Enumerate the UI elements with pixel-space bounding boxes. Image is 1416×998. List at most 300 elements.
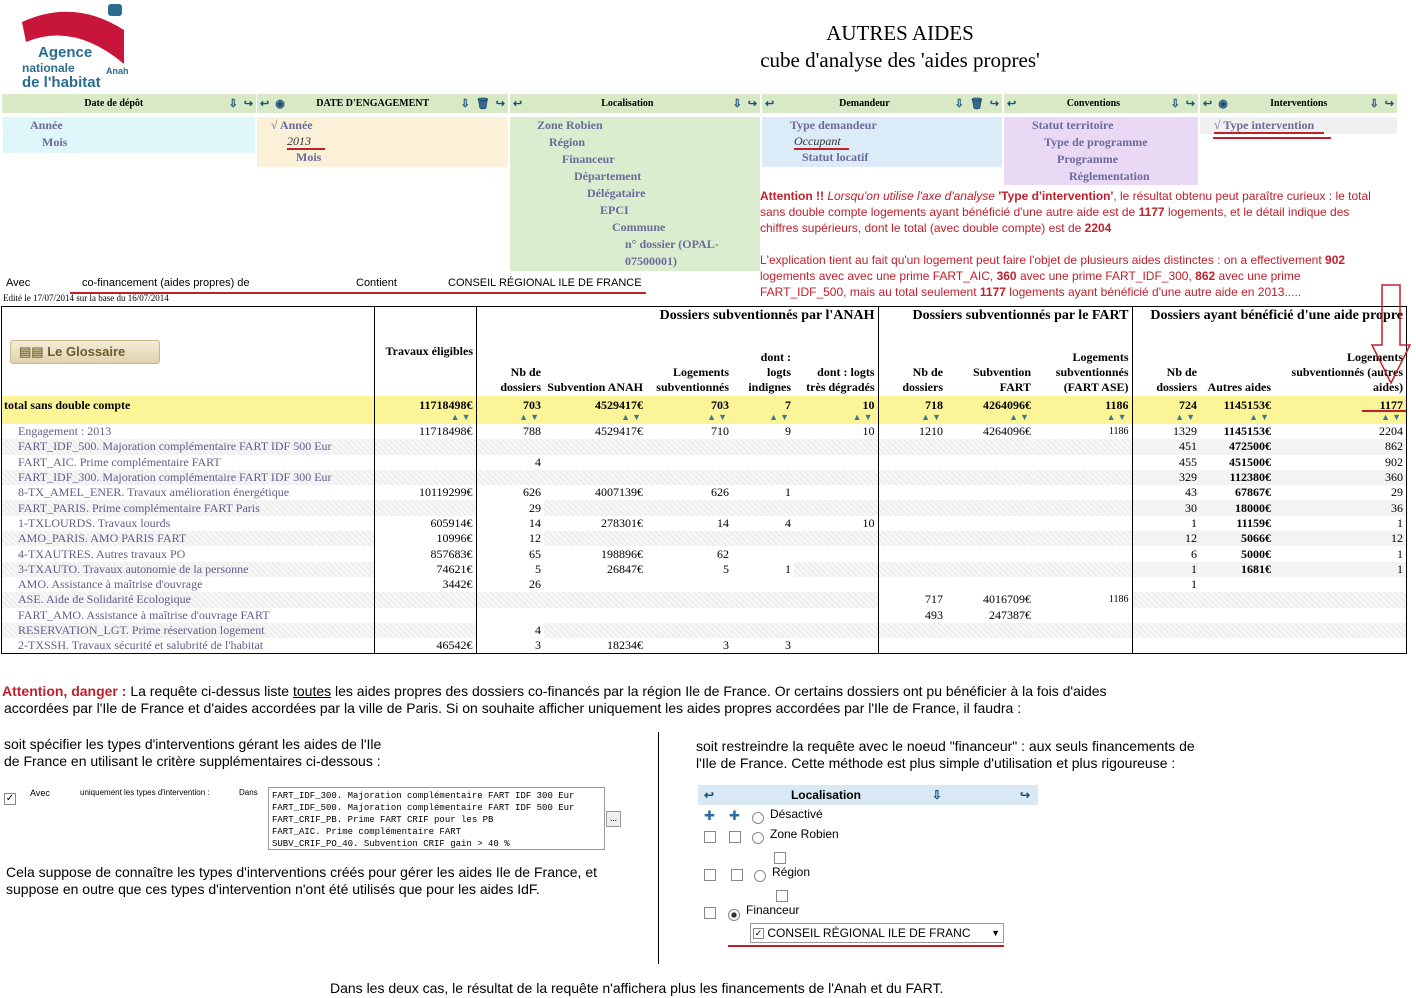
col-anah-nb[interactable]: Nb de dossiers xyxy=(476,324,544,396)
sort-arrows-icon[interactable]: ▲▼ xyxy=(519,412,541,422)
cell xyxy=(476,470,544,485)
attention-n2: 2204 xyxy=(1084,221,1112,235)
level-mois[interactable]: Mois xyxy=(42,135,68,149)
explain-t3: avec une prime FART_IDF_300, xyxy=(1019,269,1192,283)
cell xyxy=(476,516,544,531)
cell xyxy=(374,592,476,607)
cell xyxy=(544,516,646,531)
sort-arrows-icon[interactable]: ▲▼ xyxy=(852,412,875,422)
table-row xyxy=(2,470,1406,485)
level-mois[interactable]: Mois xyxy=(296,150,322,164)
checkbox-region-a[interactable] xyxy=(704,869,716,881)
anah-logo xyxy=(14,2,139,92)
cell xyxy=(1034,485,1132,500)
axis-label-conventions: Conventions xyxy=(1066,98,1121,109)
level-region[interactable]: Région xyxy=(549,135,585,149)
level-statut-territoire[interactable]: Statut territoire xyxy=(1032,118,1114,132)
trash-icon[interactable]: 🗑 xyxy=(969,98,984,110)
cell-value: 18000€ xyxy=(1235,500,1271,515)
group-anah: Dossiers subventionnés par l'ANAH xyxy=(476,307,878,324)
checkbox-zone-child[interactable] xyxy=(774,852,786,864)
criterion-label: uniquement les types d'intervention : xyxy=(80,788,210,797)
eye-icon[interactable]: ◉ xyxy=(275,98,285,110)
danger-toutes: toutes xyxy=(292,683,332,699)
cell xyxy=(878,562,946,577)
panel-conventions xyxy=(1004,117,1198,185)
cell xyxy=(946,577,1034,592)
col-anah-sub[interactable]: Subvention ANAH xyxy=(547,380,643,394)
danger-line2: accordées par l'Ile de France et d'aides accordées par la ville de Paris. Si on souhaite afficher uniquement les aides propres accordées par l'Ile de France, il faudra : xyxy=(4,700,1022,716)
cell-value: 67867€ xyxy=(1235,485,1271,500)
cell-value: 1681€ xyxy=(1241,561,1271,576)
cell xyxy=(646,455,732,470)
financeur-select[interactable] xyxy=(750,923,1004,943)
row-label[interactable]: 1-TXLOURDS. Travaux lourds xyxy=(18,515,171,530)
cell xyxy=(544,455,646,470)
sort-down-icon[interactable]: ⇩ xyxy=(460,98,470,110)
cell xyxy=(374,396,476,424)
cell xyxy=(878,531,946,546)
cell-value: 2204 xyxy=(1379,424,1403,439)
attention-italic: Lorsqu'on utilise l'axe d'analyse xyxy=(827,189,995,203)
sort-arrows-icon[interactable]: ▲▼ xyxy=(1175,412,1197,422)
cell-value: 1 xyxy=(1191,515,1197,530)
row-label[interactable]: 8-TX_AMEL_ENER. Travaux amélioration énergétique xyxy=(18,485,290,500)
axis-label-date-engagement: DATE D'ENGAGEMENT xyxy=(316,98,430,109)
logo-line1: Agence xyxy=(38,44,93,61)
col-autre-nb[interactable]: Nb de dossiers xyxy=(1132,324,1200,396)
cell-value: 1186 xyxy=(1108,426,1129,437)
cell-value: 29 xyxy=(529,500,541,515)
cell xyxy=(1034,516,1132,531)
left-note xyxy=(6,864,646,898)
cell xyxy=(878,439,946,454)
cell xyxy=(1200,592,1274,607)
level-annee[interactable]: Année xyxy=(30,118,63,132)
check-icon: ✓ xyxy=(5,793,15,805)
move-right-icon[interactable]: ↪ xyxy=(1185,98,1195,110)
cell xyxy=(946,546,1034,561)
table-row xyxy=(2,608,1406,623)
label-zone-robien: Zone Robien xyxy=(770,827,839,841)
level-type-demandeur[interactable]: Type demandeur xyxy=(790,118,877,132)
localisation-header[interactable] xyxy=(698,785,1038,805)
col-fart-logts[interactable]: Logements subventionnés (FART ASE) xyxy=(1055,350,1129,394)
table-row xyxy=(2,455,1406,470)
total-row xyxy=(2,396,1406,424)
cell xyxy=(1200,608,1274,623)
list-item[interactable]: FART_IDF_500. Majoration complémentaire FART IDF 500 Eur xyxy=(272,803,575,813)
left-l2: de France en utilisant le critère supplémentaires ci-dessous : xyxy=(4,753,381,769)
cell xyxy=(1274,592,1406,607)
checkbox-zone-b[interactable] xyxy=(729,831,741,843)
filter-value[interactable]: CONSEIL RÉGIONAL ILE DE FRANCE xyxy=(448,277,642,289)
cell-value: 360 xyxy=(1385,470,1403,485)
explain-n4: 1177 xyxy=(979,285,1006,299)
cell-value: 26 xyxy=(529,577,541,592)
level-financeur[interactable]: Financeur xyxy=(562,152,615,166)
cell xyxy=(794,455,878,470)
cell-value: 1 xyxy=(785,485,791,500)
row-label[interactable]: 2-TXSSH. Travaux sécurité et salubrité de l'habitat xyxy=(18,638,264,653)
radio-desactive[interactable] xyxy=(752,812,764,824)
selected-year[interactable]: 2013 xyxy=(287,134,325,150)
cell xyxy=(646,623,732,638)
cell xyxy=(1274,531,1406,546)
row-label[interactable]: FART_IDF_500. Majoration complémentaire FART IDF 500 Eur xyxy=(2,439,374,454)
cell-value: 451500€ xyxy=(1229,454,1271,469)
right-l1: soit restreindre la requête avec le noeud "financeur" : aux seuls financements de xyxy=(696,738,1195,754)
sort-down-icon[interactable]: ⇩ xyxy=(228,98,238,110)
cell-value: 329 xyxy=(1179,470,1197,485)
cell-value: 5 xyxy=(723,561,729,576)
level-statut-locatif[interactable]: Statut locatif xyxy=(802,150,869,164)
cell-value: 3 xyxy=(723,638,729,653)
cell xyxy=(374,516,476,531)
intervention-listbox[interactable] xyxy=(268,787,605,850)
level-dossier[interactable]: n° dossier (OPAL- xyxy=(625,237,719,251)
row-label[interactable]: FART_PARIS. Prime complémentaire FART Paris xyxy=(2,500,374,515)
localisation-tree xyxy=(698,805,1038,945)
cell xyxy=(878,396,946,424)
cell-value: 12 xyxy=(1185,531,1197,546)
page-title xyxy=(700,20,1100,74)
cell xyxy=(646,592,732,607)
cell xyxy=(732,592,794,607)
axis-date-engagement[interactable] xyxy=(257,94,508,113)
cell-value: 5066€ xyxy=(1241,531,1271,546)
cell-value: 198896€ xyxy=(601,546,643,561)
cell xyxy=(794,592,878,607)
level-reglementation[interactable]: Réglementation xyxy=(1069,169,1150,183)
table-row xyxy=(2,439,1406,454)
cell xyxy=(476,608,544,623)
cell-value: 4529417€ xyxy=(595,398,643,412)
cell-value: 1 xyxy=(1397,561,1403,576)
cell xyxy=(1132,470,1200,485)
cell xyxy=(476,562,544,577)
financeur-select-value: CONSEIL RÉGIONAL ILE DE FRANC xyxy=(767,926,971,940)
selected-occupant[interactable]: Occupant xyxy=(794,134,849,150)
sort-arrows-icon[interactable]: ▲▼ xyxy=(450,412,473,422)
row-label[interactable]: AMO_PARIS. AMO PARIS FART xyxy=(2,531,374,546)
danger-t1: La requête ci-dessus liste xyxy=(130,683,290,699)
move-left-icon[interactable]: ↩ xyxy=(1203,98,1213,110)
cell xyxy=(476,546,544,561)
cell xyxy=(476,623,544,638)
total-label[interactable]: total sans double compte xyxy=(2,396,374,424)
row-label[interactable]: 3-TXAUTO. Travaux autonomie de la personne xyxy=(2,562,374,577)
table-row xyxy=(2,623,1406,638)
sort-down-icon[interactable]: ⇩ xyxy=(1369,98,1379,110)
sort-arrows-icon[interactable]: ▲▼ xyxy=(769,412,791,422)
cell xyxy=(1274,424,1406,439)
sort-arrows-icon[interactable]: ▲▼ xyxy=(921,412,943,422)
cell-value: 4 xyxy=(535,454,541,469)
checkbox-financeur[interactable] xyxy=(704,907,716,919)
cell xyxy=(476,638,544,653)
pin-icon[interactable]: ✚ xyxy=(729,808,740,823)
row-label[interactable]: FART_AIC. Prime complémentaire FART xyxy=(18,454,221,469)
sort-down-icon[interactable]: ⇩ xyxy=(1170,98,1180,110)
cell xyxy=(374,500,476,515)
cell xyxy=(544,623,646,638)
title-main: AUTRES AIDES xyxy=(826,21,974,45)
cell xyxy=(1034,638,1132,653)
cell xyxy=(476,500,544,515)
cell-value: 4 xyxy=(535,623,541,637)
col-autre-logts[interactable]: Logements subventionnés (autres aides) xyxy=(1291,350,1403,394)
level-programme[interactable]: Programme xyxy=(1057,152,1119,166)
eye-icon[interactable]: ◉ xyxy=(1218,98,1228,110)
sort-down-icon[interactable]: ⇩ xyxy=(954,98,964,110)
cell-value: 6 xyxy=(1191,546,1197,561)
ellipsis-button[interactable]: ... xyxy=(606,811,621,827)
option-left-text xyxy=(4,736,644,770)
underline-decor xyxy=(1213,137,1331,139)
cell xyxy=(544,608,646,623)
cell xyxy=(1132,439,1200,454)
col-travaux[interactable]: Travaux éligibles xyxy=(385,344,473,358)
cell-value: 717 xyxy=(925,592,943,607)
cell-value: 7 xyxy=(785,398,791,412)
checkbox-zone-a[interactable] xyxy=(704,831,716,843)
attention-n1: 1177 xyxy=(1138,205,1165,219)
option-right-text xyxy=(696,738,1396,772)
cell-value: 14 xyxy=(529,515,541,530)
list-item[interactable]: SUBV_CRIF_PO_40. Subvention CRIF gain > 40 % xyxy=(272,839,510,849)
cell xyxy=(646,608,732,623)
move-left-icon[interactable]: ↩ xyxy=(704,788,715,802)
row-label[interactable]: FART_AMO. Assistance à maîtrise d'ouvrage FART xyxy=(18,607,270,622)
cell xyxy=(1274,455,1406,470)
glossaire-label: Le Glossaire xyxy=(47,343,126,359)
axis-label-date-depot: Date de dépôt xyxy=(84,98,144,109)
cell-value: 11718498€ xyxy=(418,424,473,439)
cell xyxy=(1034,531,1132,546)
cell xyxy=(1034,623,1132,638)
cell xyxy=(544,424,646,439)
axis-demandeur[interactable] xyxy=(762,94,1002,113)
sort-arrows-icon[interactable]: ▲▼ xyxy=(1249,412,1271,422)
danger-t2: les aides propres des dossiers co-financés par la région Ile de France. Or certains dossiers ont pu bénéficier à la fois d'aides xyxy=(335,683,1107,699)
cell xyxy=(878,424,946,439)
move-right-icon[interactable]: ↪ xyxy=(1019,788,1030,802)
cell xyxy=(732,577,794,592)
level-departement[interactable]: Département xyxy=(574,169,642,183)
level-delegataire[interactable]: Délégataire xyxy=(587,186,646,200)
cell-value: 4264096€ xyxy=(983,424,1031,439)
explain-t4: avec une prime FART_IDF_500, mais au total seulement xyxy=(760,269,1301,299)
level-epci[interactable]: EPCI xyxy=(600,203,629,217)
cell xyxy=(476,424,544,439)
row-label[interactable]: 4-TXAUTRES. Autres travaux PO xyxy=(18,546,186,561)
axis-interventions[interactable] xyxy=(1200,94,1397,113)
level-annee-checked[interactable]: √ Année xyxy=(271,118,313,132)
criterion-checkbox[interactable] xyxy=(4,790,16,808)
cell xyxy=(1034,592,1132,607)
cell xyxy=(1132,592,1200,607)
cell xyxy=(1132,500,1200,515)
sort-down-icon[interactable]: ⇩ xyxy=(931,788,942,802)
axis-localisation[interactable] xyxy=(510,94,760,113)
row-label[interactable]: ASE. Aide de Solidarité Ecologique xyxy=(2,592,374,607)
cell xyxy=(544,577,646,592)
cell xyxy=(732,546,794,561)
level-type-programme[interactable]: Type de programme xyxy=(1044,135,1148,149)
cell xyxy=(544,562,646,577)
axis-conventions[interactable] xyxy=(1004,94,1198,113)
cell xyxy=(1274,470,1406,485)
cell xyxy=(1132,424,1200,439)
cell-value: 703 xyxy=(711,398,729,412)
col-anah-logts[interactable]: Logements subventionnés xyxy=(656,365,729,394)
cell xyxy=(946,516,1034,531)
cell xyxy=(1274,439,1406,454)
checkbox-region-b[interactable] xyxy=(731,869,743,881)
trash-icon[interactable]: 🗑 xyxy=(475,98,490,110)
sort-arrows-icon[interactable]: ▲▼ xyxy=(1009,412,1031,422)
axis-date-depot[interactable] xyxy=(2,94,256,113)
cell xyxy=(946,455,1034,470)
cell xyxy=(544,396,646,424)
cell xyxy=(794,424,878,439)
level-type-intervention[interactable]: √ Type intervention xyxy=(1214,118,1324,134)
panel-interventions xyxy=(1200,117,1397,134)
cell-value: 3442€ xyxy=(442,577,473,592)
cell-value: 724 xyxy=(1179,398,1197,412)
radio-region[interactable] xyxy=(754,870,766,882)
cell xyxy=(794,531,878,546)
list-item[interactable]: FART_CRIF_PB. Prime FART CRIF pour les PB xyxy=(272,815,494,825)
move-right-icon[interactable]: ↪ xyxy=(243,98,253,110)
check-icon: ✓ xyxy=(754,928,763,939)
attention-quoted: 'Type d'intervention' xyxy=(998,189,1114,203)
cell xyxy=(1034,546,1132,561)
col-autre-aides[interactable]: Autres aides xyxy=(1207,380,1271,394)
cell xyxy=(878,455,946,470)
cell xyxy=(646,470,732,485)
cell xyxy=(732,396,794,424)
criterion-dans: Dans xyxy=(239,788,258,797)
cell xyxy=(878,608,946,623)
move-left-icon[interactable]: ↩ xyxy=(513,98,523,110)
right-l2: l'Ile de France. Cette méthode est plus simple d'utilisation et plus rigoureuse : xyxy=(696,755,1176,771)
attention-rest2: logements, et le détail indique des chiffres supérieurs, dont le total (avec double compte) est de xyxy=(760,205,1350,235)
cell xyxy=(374,439,476,454)
row-label[interactable]: FART_IDF_300. Majoration complémentaire FART IDF 300 Eur xyxy=(2,470,374,485)
sort-arrows-icon[interactable]: ▲▼ xyxy=(1106,412,1129,422)
cell-value: 1 xyxy=(785,561,791,576)
level-commune[interactable]: Commune xyxy=(612,220,666,234)
level-zone-robien[interactable]: Zone Robien xyxy=(537,118,603,132)
explain-n2: 360 xyxy=(996,269,1017,283)
panel-demandeur xyxy=(762,117,1002,167)
cell xyxy=(1200,546,1274,561)
move-left-icon[interactable]: ↩ xyxy=(765,98,775,110)
col-fart-sub[interactable]: Subvention FART xyxy=(972,365,1031,394)
move-right-icon[interactable]: ↪ xyxy=(989,98,999,110)
cell xyxy=(794,500,878,515)
row-label[interactable]: Engagement : 2013 xyxy=(18,424,112,439)
cell xyxy=(1200,439,1274,454)
cell-value: 857683€ xyxy=(430,546,473,561)
cell-value: 5 xyxy=(535,561,541,576)
cell xyxy=(476,439,544,454)
cell-value: 788 xyxy=(523,424,541,439)
cell xyxy=(946,623,1034,638)
col-fart-nb[interactable]: Nb de dossiers xyxy=(878,324,946,396)
cell xyxy=(732,608,794,623)
cell xyxy=(732,500,794,515)
checkbox-region-child[interactable] xyxy=(776,890,788,902)
radio-financeur[interactable] xyxy=(728,909,740,921)
sort-arrows-icon[interactable]: ▲▼ xyxy=(707,412,729,422)
cell xyxy=(1132,638,1200,653)
row-label[interactable]: RESERVATION_LGT. Prime réservation logement xyxy=(2,623,374,638)
cell-value: 1145153€ xyxy=(1223,424,1271,439)
cell xyxy=(732,638,794,653)
cell xyxy=(1200,516,1274,531)
cell xyxy=(646,531,732,546)
cell xyxy=(476,531,544,546)
cell-value: 862 xyxy=(1385,439,1403,454)
move-left-icon[interactable]: ↩ xyxy=(1007,98,1017,110)
table-row xyxy=(2,592,1406,607)
list-item[interactable]: FART_AIC. Prime complémentaire FART xyxy=(272,827,462,837)
table-row xyxy=(2,516,1406,531)
cell xyxy=(946,500,1034,515)
move-left-icon[interactable]: ↩ xyxy=(260,98,270,110)
attention-note-2 xyxy=(760,252,1375,300)
row-label[interactable]: AMO. Assistance à maîtrise d'ouvrage xyxy=(18,577,203,592)
glossaire-button[interactable] xyxy=(10,340,160,364)
col-indignes[interactable]: dont : logts indignes xyxy=(748,350,791,394)
cell xyxy=(946,485,1034,500)
cell xyxy=(476,577,544,592)
cell-value: 626 xyxy=(523,485,541,500)
left-n2: suppose en outre que ces types d'intervention n'ont été utilisés que pour les aides IdF. xyxy=(6,881,540,897)
axis-label-localisation: Localisation xyxy=(601,98,654,109)
radio-zone-robien[interactable] xyxy=(752,832,764,844)
panel-date-engagement xyxy=(257,117,508,167)
cell xyxy=(544,439,646,454)
cell xyxy=(732,439,794,454)
move-right-icon[interactable]: ↪ xyxy=(495,98,505,110)
cell-value: 703 xyxy=(523,398,541,412)
cell xyxy=(878,623,946,638)
cell-value: 9 xyxy=(785,424,791,439)
col-degrades[interactable]: dont : logts très dégradés xyxy=(806,365,875,394)
cell xyxy=(946,439,1034,454)
filter-criterion[interactable]: co-financement (aides propres) de xyxy=(82,277,250,289)
cell xyxy=(878,546,946,561)
cell xyxy=(1274,500,1406,515)
sort-arrows-icon[interactable]: ▲▼ xyxy=(1381,412,1403,422)
move-right-icon[interactable]: ↪ xyxy=(1384,98,1394,110)
cell xyxy=(732,531,794,546)
logo-small: Anah xyxy=(106,66,129,76)
move-right-icon[interactable]: ↪ xyxy=(747,98,757,110)
list-item[interactable]: FART_IDF_300. Majoration complémentaire FART IDF 300 Eur xyxy=(272,791,575,801)
highlight-arrow-icon xyxy=(1370,283,1414,393)
cell xyxy=(1274,638,1406,653)
pin-icon[interactable]: ✚ xyxy=(704,808,715,823)
cell-value: 43 xyxy=(1185,485,1197,500)
sort-arrows-icon[interactable]: ▲▼ xyxy=(621,412,643,422)
sort-down-icon[interactable]: ⇩ xyxy=(732,98,742,110)
cell-value: 451 xyxy=(1179,439,1197,454)
